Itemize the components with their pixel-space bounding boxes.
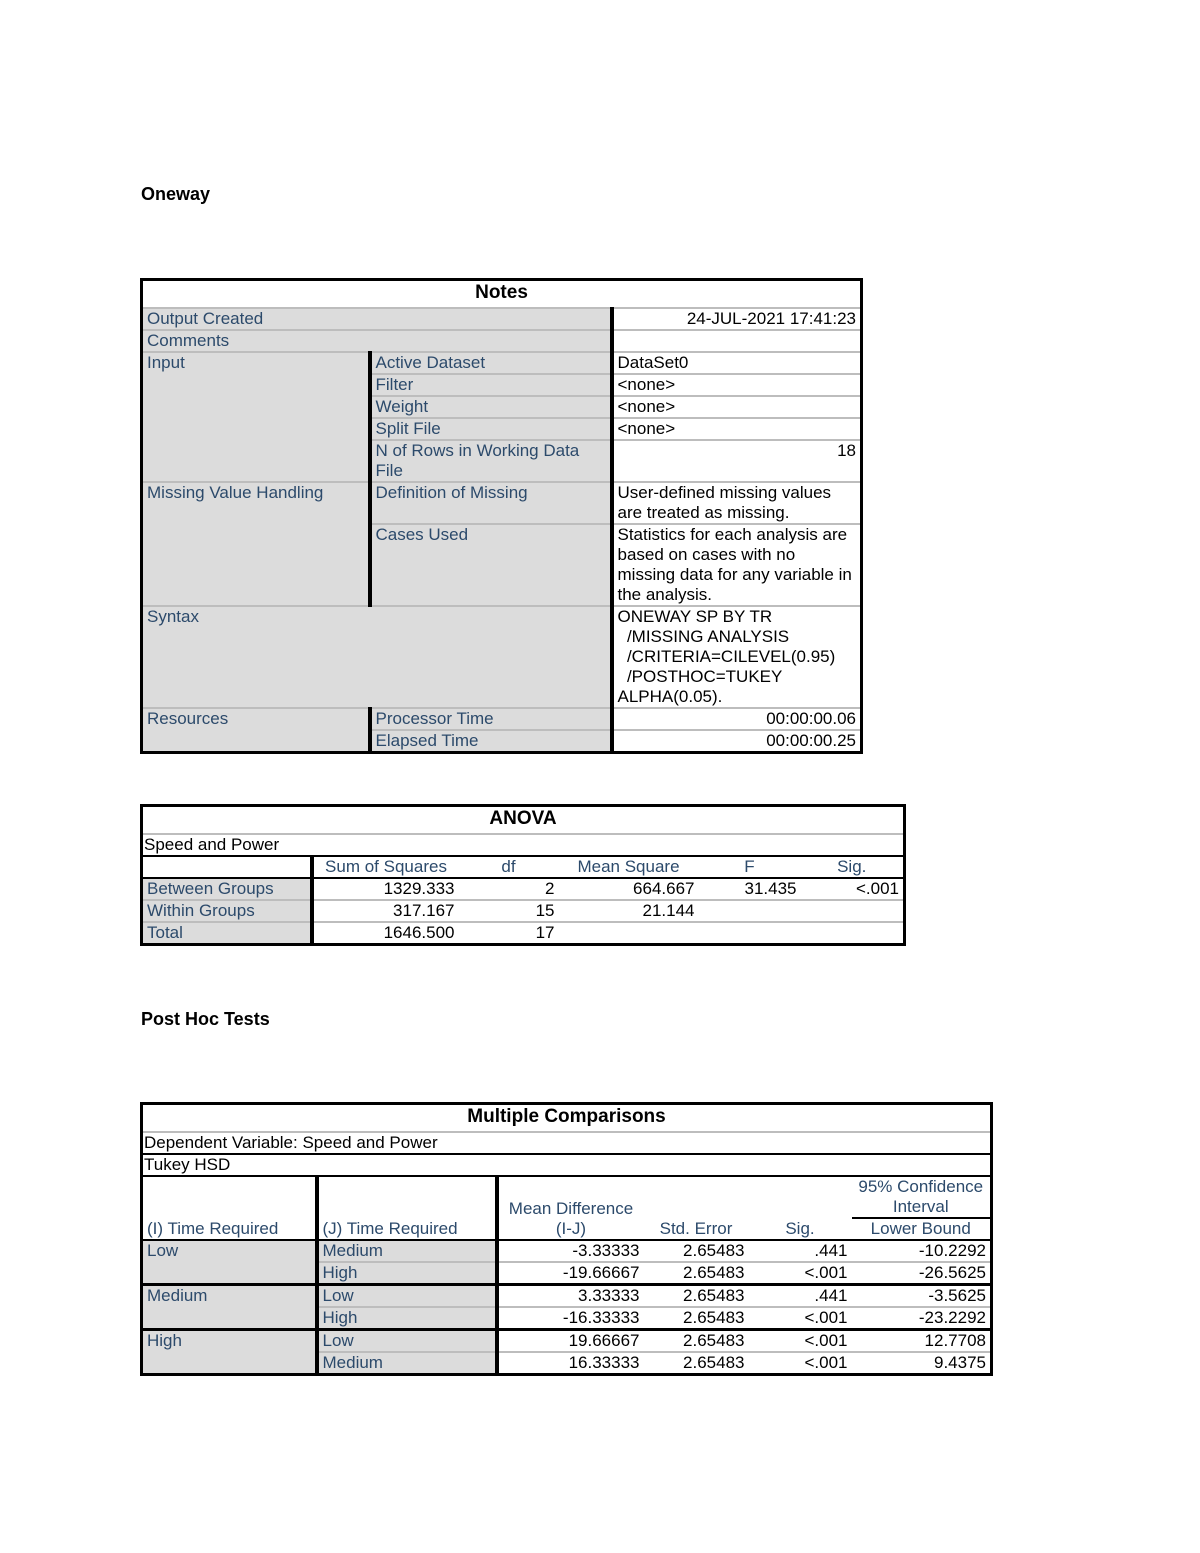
table-row: [142, 1285, 992, 1308]
row-j-label: Low: [317, 1330, 497, 1353]
sum-of-squares: 1329.333: [312, 878, 459, 900]
sig-value: [801, 900, 905, 922]
elapsed-time-label: Elapsed Time: [370, 730, 612, 753]
f-value: [699, 900, 801, 922]
row-i-label: Medium: [142, 1285, 317, 1330]
mean-square: 21.144: [559, 900, 699, 922]
lower-bound: -26.5625: [852, 1262, 992, 1285]
mc-header-lower-bound: Lower Bound: [870, 1219, 971, 1238]
row-label: Between Groups: [142, 878, 312, 900]
mean-difference: 16.33333: [497, 1352, 644, 1375]
processor-time-label: Processor Time: [370, 708, 612, 730]
sig-value: .441: [749, 1240, 852, 1262]
lower-bound: -3.5625: [852, 1285, 992, 1308]
row-j-label: High: [317, 1307, 497, 1330]
comments-value: [612, 330, 862, 352]
mc-header-std-error: Std. Error: [644, 1176, 749, 1240]
lower-bound: -23.2292: [852, 1307, 992, 1330]
anova-subtitle: Speed and Power: [142, 834, 905, 856]
sig-value: <.001: [749, 1262, 852, 1285]
syntax-line: /MISSING ANALYSIS: [617, 627, 790, 646]
anova-header-f: F: [699, 856, 801, 878]
df: 17: [459, 922, 559, 945]
std-error: 2.65483: [644, 1307, 749, 1330]
cases-used-value: Statistics for each analysis are based on cases with no missing data for any variable in the analysis.: [612, 524, 862, 606]
sig-value: <.001: [749, 1330, 852, 1353]
active-dataset-value: DataSet0: [612, 352, 862, 374]
lower-bound: 9.4375: [852, 1352, 992, 1375]
mc-header-j: (J) Time Required: [317, 1176, 497, 1240]
std-error: 2.65483: [644, 1262, 749, 1285]
filter-label: Filter: [370, 374, 612, 396]
processor-time-value: 00:00:00.06: [612, 708, 862, 730]
sig-value: <.001: [801, 878, 905, 900]
lower-bound: 12.7708: [852, 1330, 992, 1353]
f-value: 31.435: [699, 878, 801, 900]
row-label: Within Groups: [142, 900, 312, 922]
mean-difference: 3.33333: [497, 1285, 644, 1308]
multiple-comparisons-table: [140, 1102, 993, 1376]
row-i-label: High: [142, 1330, 317, 1375]
f-value: [699, 922, 801, 945]
output-created-value: 24-JUL-2021 17:41:23: [612, 308, 862, 330]
mc-header-ci-label: 95% Confidence Interval: [852, 1177, 991, 1219]
anova-header-ss: Sum of Squares: [312, 856, 459, 878]
mean-difference: -3.33333: [497, 1240, 644, 1262]
mc-title: Multiple Comparisons: [142, 1104, 992, 1133]
oneway-heading: Oneway: [141, 184, 211, 204]
table-row: [142, 900, 905, 922]
mean-difference: -16.33333: [497, 1307, 644, 1330]
sum-of-squares: 1646.500: [312, 922, 459, 945]
syntax-line: /CRITERIA=CILEVEL(0.95): [617, 647, 836, 666]
weight-value: <none>: [612, 396, 862, 418]
resources-label: Resources: [142, 708, 370, 753]
filter-value: <none>: [612, 374, 862, 396]
sig-value: <.001: [749, 1352, 852, 1375]
sig-value: [801, 922, 905, 945]
elapsed-time-value: 00:00:00.25: [612, 730, 862, 753]
std-error: 2.65483: [644, 1352, 749, 1375]
syntax-line: ALPHA(0.05).: [617, 687, 723, 706]
row-j-label: Medium: [317, 1352, 497, 1375]
mc-header-sig: Sig.: [749, 1176, 852, 1240]
syntax-label: Syntax: [142, 606, 612, 708]
anova-header-df: df: [459, 856, 559, 878]
anova-title: ANOVA: [142, 806, 905, 835]
row-j-label: High: [317, 1262, 497, 1285]
n-rows-label: N of Rows in Working Data File: [370, 440, 612, 482]
mc-header-mean-difference: Mean Difference (I-J): [497, 1176, 644, 1240]
mc-dependent-variable: Dependent Variable: Speed and Power: [142, 1132, 992, 1154]
std-error: 2.65483: [644, 1240, 749, 1262]
table-row: [142, 1330, 992, 1353]
anova-header-sig: Sig.: [801, 856, 905, 878]
table-row: [142, 878, 905, 900]
row-j-label: Medium: [317, 1240, 497, 1262]
mc-header-ci: [852, 1176, 992, 1240]
table-row: [142, 1240, 992, 1262]
mc-method: Tukey HSD: [142, 1154, 992, 1176]
posthoc-heading: Post Hoc Tests: [141, 1009, 270, 1029]
sig-value: .441: [749, 1285, 852, 1308]
split-file-label: Split File: [370, 418, 612, 440]
definition-missing-value: User-defined missing values are treated as missing.: [612, 482, 862, 524]
lower-bound: -10.2292: [852, 1240, 992, 1262]
syntax-value: [612, 606, 862, 708]
df: 2: [459, 878, 559, 900]
mc-header-i: (I) Time Required: [142, 1176, 317, 1240]
std-error: 2.65483: [644, 1285, 749, 1308]
syntax-line: /POSTHOC=TUKEY: [617, 667, 783, 686]
syntax-line: ONEWAY SP BY TR: [617, 607, 773, 626]
row-label: Total: [142, 922, 312, 945]
notes-table: [140, 278, 863, 754]
split-file-value: <none>: [612, 418, 862, 440]
output-created-label: Output Created: [142, 308, 612, 330]
mean-difference: -19.66667: [497, 1262, 644, 1285]
weight-label: Weight: [370, 396, 612, 418]
comments-label: Comments: [142, 330, 612, 352]
input-label: Input: [142, 352, 370, 482]
anova-table: [140, 804, 906, 946]
mean-square: 664.667: [559, 878, 699, 900]
missing-value-label: Missing Value Handling: [142, 482, 370, 606]
n-rows-value: 18: [612, 440, 862, 482]
active-dataset-label: Active Dataset: [370, 352, 612, 374]
df: 15: [459, 900, 559, 922]
sum-of-squares: 317.167: [312, 900, 459, 922]
std-error: 2.65483: [644, 1330, 749, 1353]
definition-missing-label: Definition of Missing: [370, 482, 612, 524]
mean-square: [559, 922, 699, 945]
sig-value: <.001: [749, 1307, 852, 1330]
row-j-label: Low: [317, 1285, 497, 1308]
cases-used-label: Cases Used: [370, 524, 612, 606]
row-i-label: Low: [142, 1240, 317, 1285]
anova-header-ms: Mean Square: [559, 856, 699, 878]
mean-difference: 19.66667: [497, 1330, 644, 1353]
table-row: [142, 922, 905, 945]
anova-header-blank: [142, 856, 312, 878]
notes-title: Notes: [142, 280, 862, 309]
